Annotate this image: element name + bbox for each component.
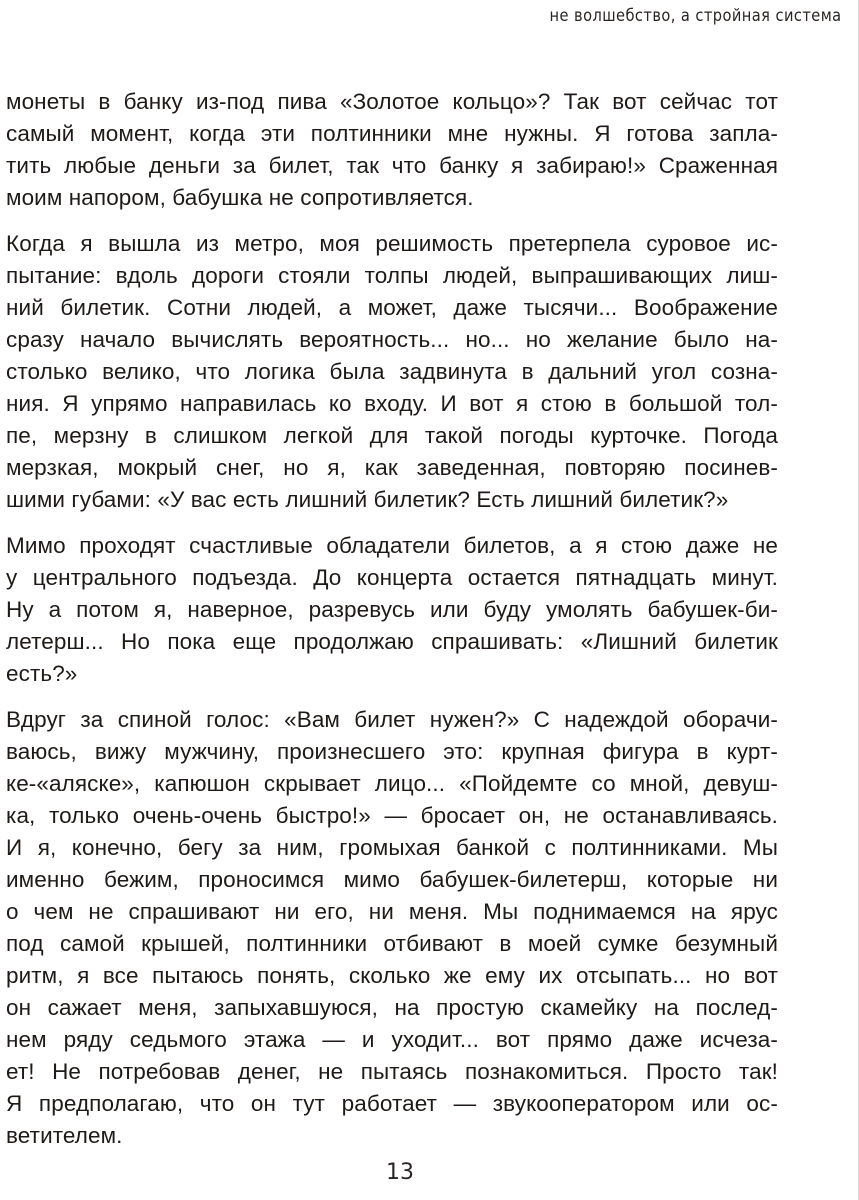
text-line: он сажает меня, запыхавшуюся, на простую скамейку на послед-	[6, 995, 778, 1020]
text-line: у центрального подъезда. До концерта остается пятнадцать минут.	[6, 565, 778, 590]
text-line: шими губами: «У вас есть лишний билетик? Есть лишний билетик?»	[6, 487, 729, 512]
text-line: тить любые деньги за билет, так что банку я забираю!» Сраженная	[6, 153, 778, 178]
text-line: Ну а потом я, наверное, разревусь или буду умолять бабушек-би-	[6, 597, 778, 622]
text-line: именно бежим, проносимся мимо бабушек-билетерш, которые ни	[6, 867, 778, 892]
text-line: ке-«аляске», капюшон скрывает лицо... «Пойдемте со мной, девуш-	[6, 771, 778, 796]
text-line: И я, конечно, бегу за ним, громыхая банкой с полтинниками. Мы	[6, 835, 778, 860]
text-line: пе, мерзну в слишком легкой для такой погоды курточке. Погода	[6, 423, 778, 448]
text-line: есть?»	[6, 661, 78, 686]
text-line: Вдруг за спиной голос: «Вам билет нужен?» С надеждой оборачи-	[6, 707, 778, 732]
paragraph	[6, 228, 778, 516]
text-line: ритм, я все пытаюсь понять, сколько же ему их отсыпать... но вот	[6, 963, 778, 988]
running-header: не волшебство, а стройная система	[549, 6, 842, 26]
text-line: самый момент, когда эти полтинники мне нужны. Я готова запла-	[6, 121, 778, 146]
text-line: ваюсь, вижу мужчину, произнесшего это: крупная фигура в курт-	[6, 739, 778, 764]
paragraph	[6, 530, 778, 690]
text-line: мерзкая, мокрый снег, но я, как заведенная, повторяю посинев-	[6, 455, 778, 480]
text-line: пытание: вдоль дороги стояли толпы людей, выпрашивающих лиш-	[6, 263, 778, 288]
text-line: о чем не спрашивают ни его, ни меня. Мы поднимаемся на ярус	[6, 899, 778, 924]
text-line: монеты в банку из-под пива «Золотое кольцо»? Так вот сейчас тот	[6, 89, 778, 114]
text-line: столько велико, что логика была задвинута в дальний угол созна-	[6, 359, 778, 384]
text-line: ветителем.	[6, 1123, 123, 1148]
paragraph	[6, 704, 778, 1152]
text-line: летерш... Но пока еще продолжаю спрашивать: «Лишний билетик	[6, 629, 778, 654]
text-line: нем ряду седьмого этажа — и уходит... вот прямо даже исчеза-	[6, 1027, 778, 1052]
text-line: ний билетик. Сотни людей, а может, даже тысячи... Воображение	[6, 295, 778, 320]
text-line: моим напором, бабушка не сопротивляется.	[6, 185, 474, 210]
text-line: ет! Не потребовав денег, не пытаясь познакомиться. Просто так!	[6, 1059, 778, 1084]
text-line: ния. Я упрямо направилась ко входу. И вот я стою в большой тол-	[6, 391, 778, 416]
text-line: Когда я вышла из метро, моя решимость претерпела суровое ис-	[6, 231, 778, 256]
text-line: Я предполагаю, что он тут работает — звукооператором или ос-	[6, 1091, 778, 1116]
text-line: сразу начало вычислять вероятность... но... но желание было на-	[6, 327, 778, 352]
body-text	[6, 86, 778, 1166]
paragraph	[6, 86, 778, 214]
text-line: Мимо проходят счастливые обладатели билетов, а я стою даже не	[6, 533, 778, 558]
page-number: 13	[386, 1160, 414, 1185]
text-line: под самой крышей, полтинники отбивают в моей сумке безумный	[6, 931, 778, 956]
text-line: ка, только очень-очень быстро!» — бросает он, не останавливаясь.	[6, 803, 778, 828]
